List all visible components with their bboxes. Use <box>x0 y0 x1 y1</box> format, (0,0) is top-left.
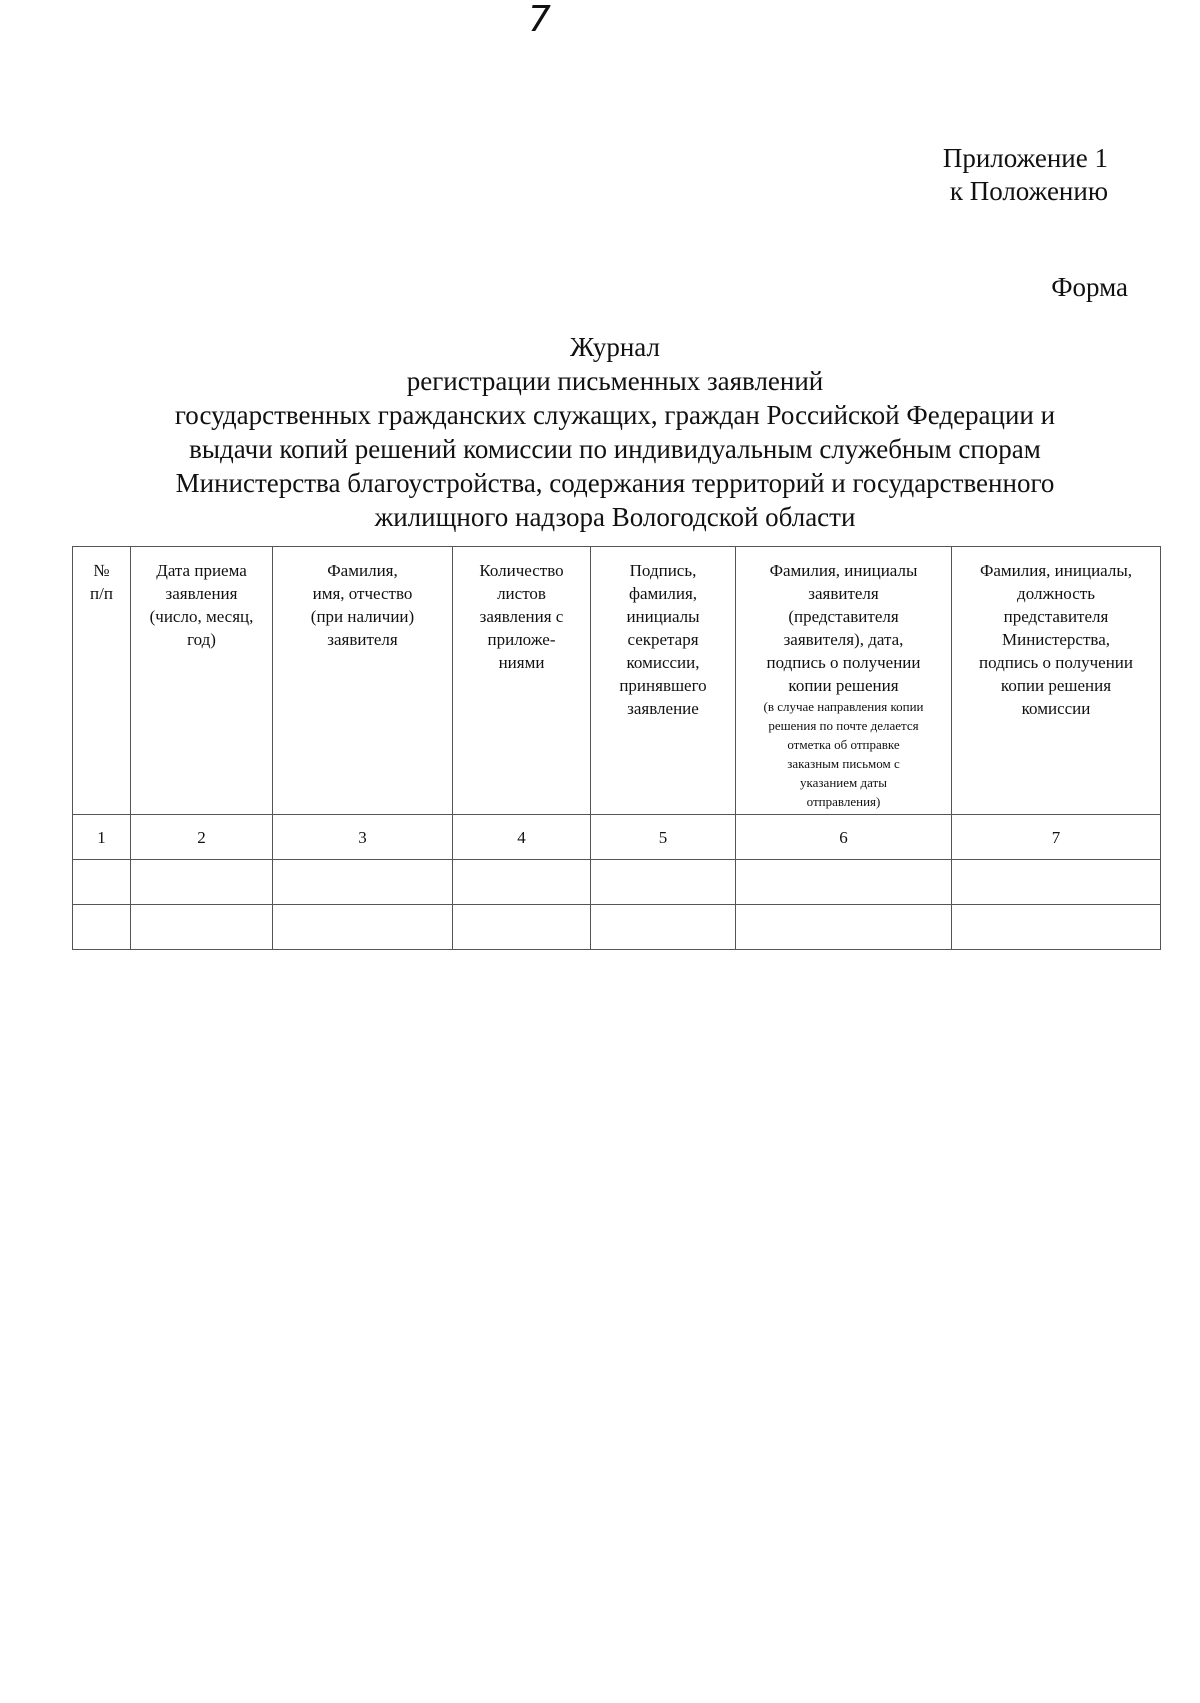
header-cell-ministry-representative: Фамилия, инициалы, должность представителя Министерства, подпись о получении копии решения комиссии <box>952 547 1161 815</box>
title-line: жилищного надзора Вологодской области <box>374 502 856 532</box>
empty-cell <box>453 905 591 950</box>
header-cell-date: Дата приема заявления (число, месяц, год) <box>131 547 273 815</box>
title-line: государственных гражданских служащих, граждан Российской Федерации и <box>174 400 1056 430</box>
appendix-line-1: Приложение 1 <box>942 143 1108 173</box>
empty-cell <box>952 905 1161 950</box>
appendix-line-2: к Положению <box>949 176 1108 206</box>
empty-cell <box>131 860 273 905</box>
registration-journal-table <box>72 546 1161 950</box>
table-row <box>73 860 1161 905</box>
column-number: 7 <box>952 815 1161 860</box>
column-number: 6 <box>736 815 952 860</box>
form-label: Форма <box>1051 272 1128 302</box>
title-line: Журнал <box>569 332 661 362</box>
title-line: выдачи копий решений комиссии по индивидуальным служебным спорам <box>189 434 1041 464</box>
page-number: 7 <box>528 0 551 40</box>
empty-cell <box>73 905 131 950</box>
empty-cell <box>453 860 591 905</box>
column-number: 3 <box>273 815 453 860</box>
empty-cell <box>591 860 736 905</box>
empty-cell <box>273 860 453 905</box>
empty-cell <box>952 860 1161 905</box>
header-cell-sheet-count: Количество листов заявления с приложе- ниями <box>453 547 591 815</box>
appendix-reference <box>708 142 1108 208</box>
header-note: (в случае направления копии решения по почте делается отметка об отправке заказным письмом с указанием даты отправления) <box>763 699 924 809</box>
empty-cell <box>736 905 952 950</box>
column-number: 4 <box>453 815 591 860</box>
empty-cell <box>591 905 736 950</box>
empty-cell <box>273 905 453 950</box>
header-cell-number: № п/п <box>73 547 131 815</box>
empty-cell <box>131 905 273 950</box>
empty-cell <box>73 860 131 905</box>
column-number: 1 <box>73 815 131 860</box>
empty-cell <box>736 860 952 905</box>
header-cell-applicant-name: Фамилия, имя, отчество (при наличии) заявителя <box>273 547 453 815</box>
header-row <box>73 547 1161 815</box>
title-line: регистрации письменных заявлений <box>406 366 824 396</box>
header-cell-applicant-receipt: Фамилия, инициалы заявителя (представителя заявителя), дата, подпись о получении копии решения (в случае направления копии решения по почте делается отметка об отправке заказным письмом с указанием даты отправления) <box>736 547 952 815</box>
column-number: 2 <box>131 815 273 860</box>
table-row <box>73 905 1161 950</box>
header-cell-secretary-signature: Подпись, фамилия, инициалы секретаря комиссии, принявшего заявление <box>591 547 736 815</box>
column-number-row <box>73 815 1161 860</box>
title-line: Министерства благоустройства, содержания территорий и государственного <box>175 468 1055 498</box>
journal-title <box>100 330 1130 534</box>
column-number: 5 <box>591 815 736 860</box>
